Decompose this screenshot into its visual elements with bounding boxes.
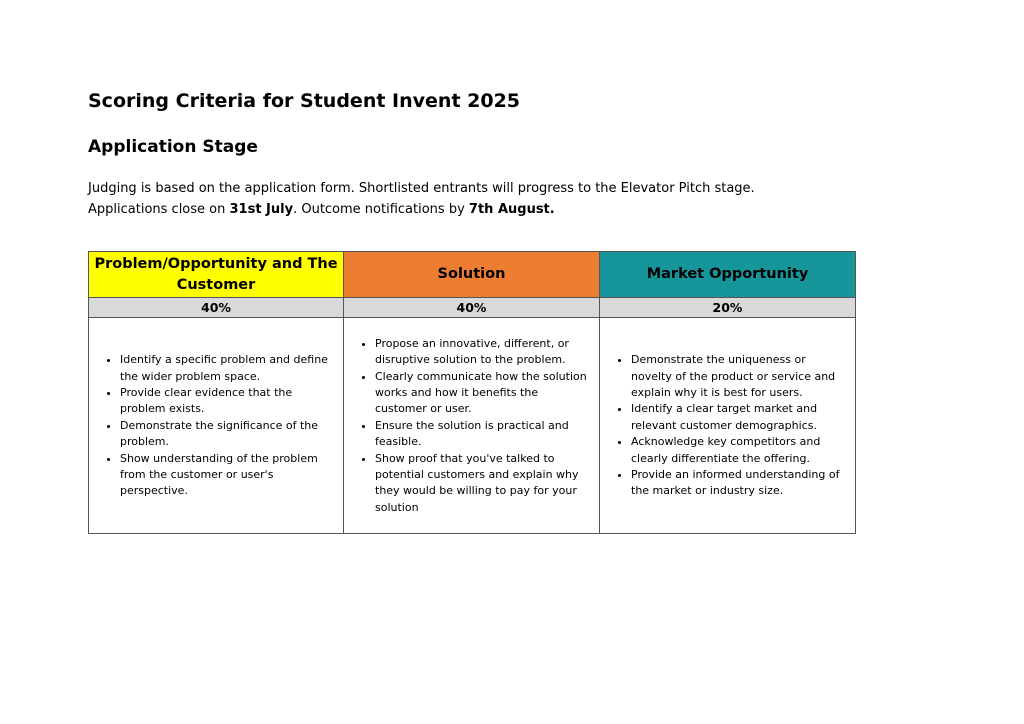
bullet-list [344,336,599,516]
list-item: • Demonstrate the significance of the problem. [120,418,335,451]
list-item: • Provide an informed understanding of the market or industry size. [631,467,847,500]
list-item: • Identify a specific problem and define the wider problem space. [120,352,335,385]
criteria-row [89,318,856,534]
intro-text: . Outcome notifications by [293,202,469,217]
weight-problem: 40% [89,298,344,318]
list-item: • Provide clear evidence that the problem exists. [120,385,335,418]
intro-line-2 [88,199,908,220]
list-item: • Show understanding of the problem from the customer or user's perspective. [120,451,335,500]
weight-market: 20% [600,298,856,318]
list-item: • Clearly communicate how the solution works and how it benefits the customer or user. [375,369,591,418]
criteria-cell-market [600,318,856,534]
header-row [89,252,856,298]
list-item: • Propose an innovative, different, or disruptive solution to the problem. [375,336,591,369]
list-item: • Ensure the solution is practical and feasible. [375,418,591,451]
list-item: • Acknowledge key competitors and clearly differentiate the offering. [631,434,847,467]
notification-date: 7th August. [468,202,555,217]
list-item: • Show proof that you've talked to potential customers and explain why they would be willing to pay for your solution [375,451,591,517]
intro-text: Applications close on [88,202,230,217]
list-item: • Identify a clear target market and relevant customer demographics. [631,401,847,434]
section-title: Application Stage [88,137,258,157]
document-title: Scoring Criteria for Student Invent 2025 [88,90,521,112]
criteria-table [88,251,856,534]
criteria-cell-problem [89,318,344,534]
intro-line-1: Judging is based on the application form. Shortlisted entrants will progress to the Elevator Pitch stage. [88,181,755,196]
criteria-cell-solution [344,318,600,534]
list-item: • Demonstrate the uniqueness or novelty of the product or service and explain why it is best for users. [631,352,847,401]
bullet-list [89,352,343,500]
weight-solution: 40% [344,298,600,318]
column-header-solution: Solution [344,252,600,298]
close-date: 31st July [229,202,294,217]
bullet-list [600,352,855,500]
intro-paragraph [88,178,908,220]
column-header-market: Market Opportunity [600,252,856,298]
column-header-problem: Problem/Opportunity and The Customer [89,252,344,298]
weight-row [89,298,856,318]
